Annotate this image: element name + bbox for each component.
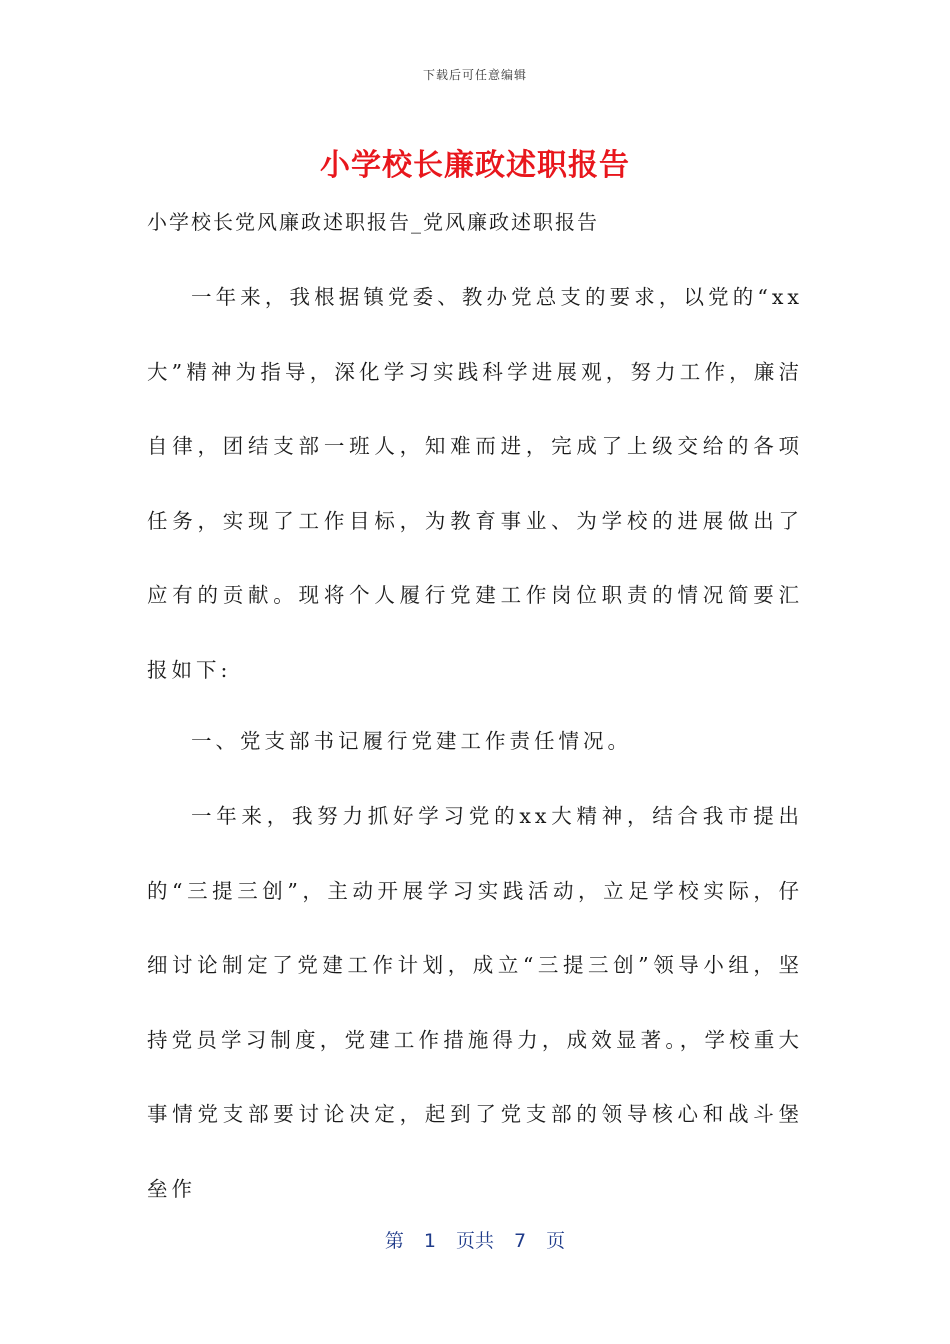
document-subtitle: 小学校长党风廉政述职报告_党风廉政述职报告 <box>147 210 599 234</box>
footer-page-prefix: 第 <box>384 1230 404 1252</box>
footer-total-pages: 7 <box>514 1230 527 1252</box>
paragraph-section-one: 一年来，我努力抓好学习党的xx大精神，结合我市提出的“三提三创”，主动开展学习实践活动，立足学校实际，仔细讨论制定了党建工作计划，成立“三提三创”领导小组，坚持党员学习制度，党建工作措施得力，成效显著。，学校重大事情党支部要讨论决定，起到了党支部的领导核心和战斗堡垒作 <box>147 804 803 1201</box>
footer-page-mid: 页共 <box>455 1230 494 1252</box>
header-note: 下载后可任意编辑 <box>422 68 527 82</box>
page-footer <box>0 1226 950 1253</box>
footer-page-suffix: 页 <box>546 1230 566 1252</box>
paragraph-intro: 一年来，我根据镇党委、教办党总支的要求，以党的“xx大”精神为指导，深化学习实践科学进展观，努力工作，廉洁自律，团结支部一班人，知难而进，完成了上级交给的各项任务，实现了工作目标，为教育事业、为学校的进展做出了应有的贡献。现将个人履行党建工作岗位职责的情况简要汇报如下: <box>147 285 803 682</box>
document-title: 小学校长廉政述职报告 <box>320 148 630 183</box>
section-heading: 一、党支部书记履行党建工作责任情况。 <box>191 729 632 753</box>
footer-current-page: 1 <box>423 1230 436 1252</box>
